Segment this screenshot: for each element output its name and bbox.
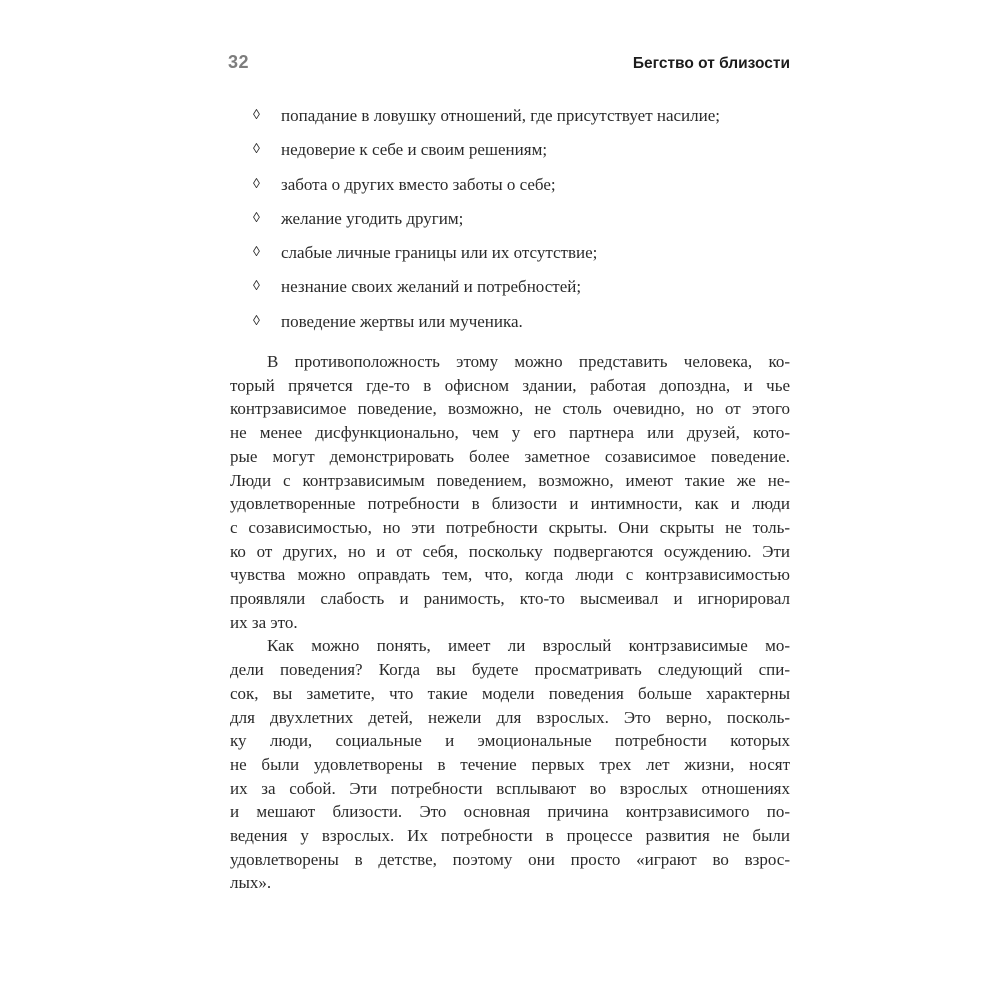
list-item <box>253 139 790 161</box>
text-line: чувства можно оправдать тем, что, когда люди с контрзависимостью <box>230 565 790 585</box>
diamond-bullet-icon: ◊ <box>253 313 260 329</box>
text-line: Как можно понять, имеет ли взрослый контрзависимые мо- <box>267 636 790 656</box>
paragraph <box>230 350 790 634</box>
text-line: не были удовлетворены в течение первых трех лет жизни, носят <box>230 754 790 774</box>
text-line: ко от других, но и от себя, поскольку подвергаются осуждению. Эти <box>230 541 790 561</box>
diamond-bullet-icon: ◊ <box>253 245 260 261</box>
text-line: В противоположность этому можно представить человека, ко- <box>267 352 790 371</box>
bullet-list <box>253 105 790 345</box>
text-line: удовлетворенные потребности в близости и интимности, как и люди <box>230 494 790 514</box>
paragraph <box>230 634 790 895</box>
text-line: дели поведения? Когда вы будете просматривать следующий спи- <box>230 660 790 680</box>
text-line: ку люди, социальные и эмоциональные потребности которых <box>230 731 790 751</box>
text-line: и мешают близости. Это основная причина контрзависимого по- <box>230 802 790 822</box>
list-item-text: поведение жертвы или мученика. <box>281 311 523 331</box>
text-line: ведения у взрослых. Их потребности в процессе развития не были <box>230 826 790 846</box>
running-title: Бегство от близости <box>632 55 790 72</box>
list-item-text: попадание в ловушку отношений, где присутствует насилие; <box>281 106 721 125</box>
diamond-bullet-icon: ◊ <box>253 210 260 226</box>
text-line: их за собой. Эти потребности всплывают во взрослых отношениях <box>230 778 790 798</box>
text-line: для двухлетних детей, нежели для взрослых. Это верно, посколь- <box>230 707 790 727</box>
list-item <box>253 276 790 298</box>
text-line: лых». <box>230 873 272 893</box>
text-line: сок, вы заметите, что такие модели поведения больше характерны <box>230 683 790 703</box>
diamond-bullet-icon: ◊ <box>253 176 260 192</box>
text-line: Люди с контрзависимым поведением, возможно, имеют такие же не- <box>230 470 790 490</box>
diamond-bullet-icon: ◊ <box>253 279 260 295</box>
list-item-text: недоверие к себе и своим решениям; <box>281 140 548 160</box>
text-line: не менее дисфункционально, чем у его партнера или друзей, кото- <box>230 423 790 443</box>
diamond-bullet-icon: ◊ <box>253 142 260 158</box>
text-line: торый прячется где-то в офисном здании, работая допоздна, и чье <box>230 375 790 395</box>
text-line: рые могут демонстрировать более заметное созависимое поведение. <box>230 446 790 466</box>
list-item-text: забота о других вместо заботы о себе; <box>281 174 556 194</box>
list-item-text: желание угодить другим; <box>281 208 464 228</box>
list-item <box>253 242 790 264</box>
body-text <box>230 350 790 895</box>
list-item-text: слабые личные границы или их отсутствие; <box>281 243 598 263</box>
text-line: с созависимостью, но эти потребности скрыты. Они скрыты не толь- <box>230 517 790 537</box>
page-header <box>228 52 790 73</box>
diamond-bullet-icon: ◊ <box>253 108 260 123</box>
text-line: удовлетворены в детстве, поэтому они просто «играют во взрос- <box>230 849 790 869</box>
list-item-text: незнание своих желаний и потребностей; <box>281 277 582 297</box>
text-line: контрзависимое поведение, возможно, не столь очевидно, но от этого <box>230 399 790 419</box>
text-line: проявляли слабость и ранимость, кто-то высмеивал и игнорировал <box>230 589 790 609</box>
page-number: 32 <box>228 52 250 72</box>
text-line: их за это. <box>230 612 298 632</box>
list-item <box>253 105 790 127</box>
list-item <box>253 311 790 333</box>
list-item <box>253 208 790 230</box>
list-item <box>253 174 790 196</box>
